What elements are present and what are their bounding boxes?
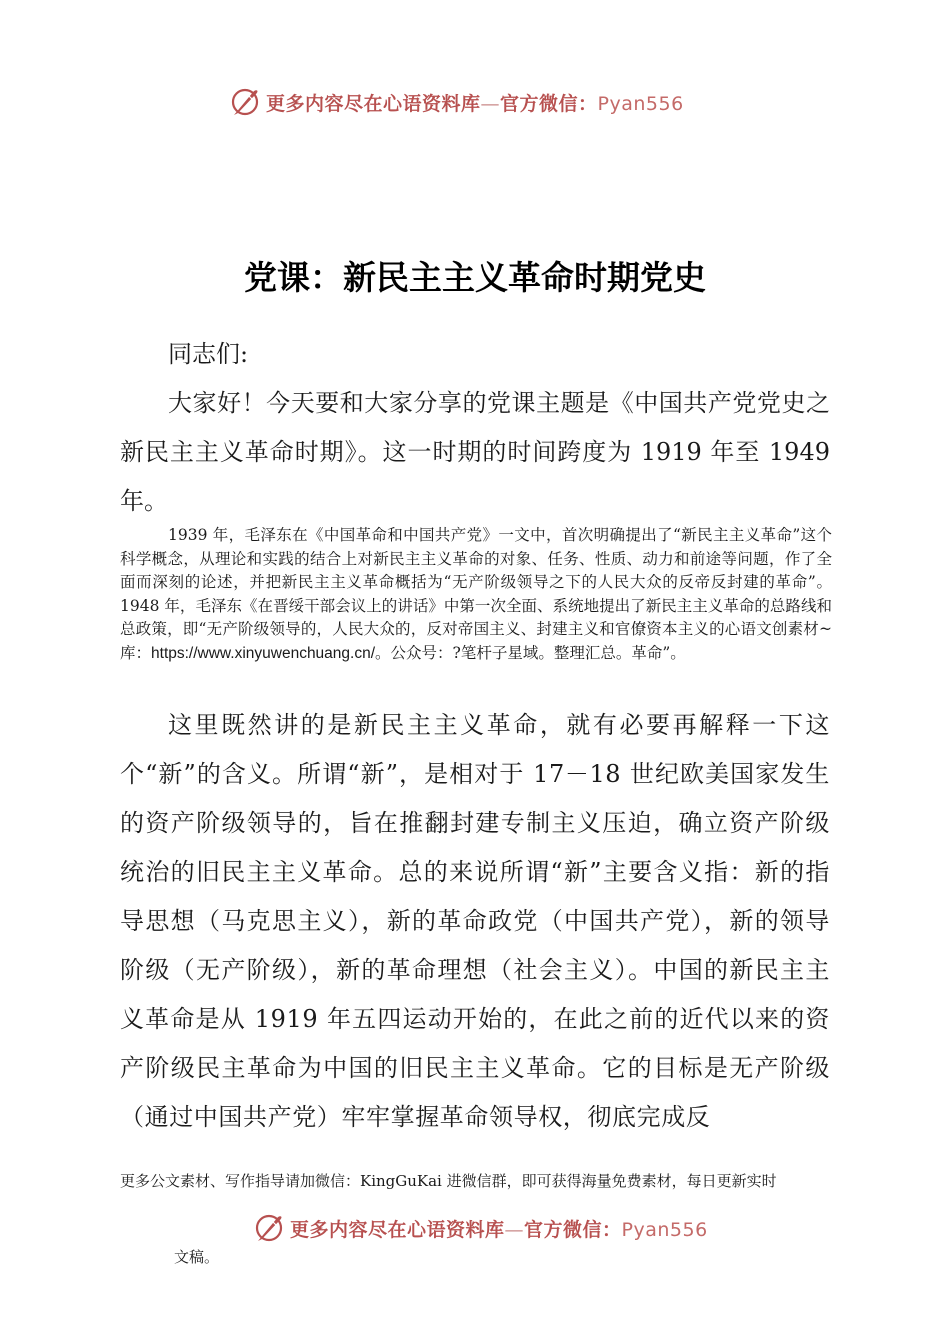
greeting: 同志们: xyxy=(168,340,249,368)
page-title: 党课：新民主主义革命时期党史 xyxy=(244,258,706,297)
source-url: https://www.xinyuwenchuang.cn/ xyxy=(151,644,376,662)
banner-text: 更多内容尽在心语资料库—官方微信：Pyan556 xyxy=(266,92,684,115)
footer-tail: 文稿。 xyxy=(174,1248,220,1266)
quill-logo-icon xyxy=(228,85,262,119)
quill-logo-icon xyxy=(252,1211,286,1245)
intro-paragraph: 大家好！今天要和大家分享的党课主题是《中国共产党党史之新民主主义革命时期》。这一时期的时间跨度为 1919 年至 1949 年。 xyxy=(120,389,830,515)
watermark-banner-top xyxy=(0,82,950,122)
new-meaning-paragraph: 这里既然讲的是新民主主义革命，就有必要再解释一下这个“新”的含义。所谓“新”，是相对于 17－18 世纪欧美国家发生的资产阶级领导的，旨在推翻封建专制主义压迫，确立资产阶级统治的旧民主主义革命。总的来说所谓“新”主要含义指：新的指导思想（马克思主义），新的革命政党（中国共产党），新的领导阶级（无产阶级），新的革命理想（社会主义）。中国的新民主主义革命是从 1919 年五四运动开始的，在此之前的近代以来的资产阶级民主革命为中国的旧民主主义革命。它的目标是无产阶级（通过中国共产党）牢牢掌握革命领导权，彻底完成反 xyxy=(120,711,830,1131)
watermark-banner-bottom xyxy=(0,1208,950,1248)
footer-line: 更多公文素材、写作指导请加微信：KingGuKai 进微信群，即可获得海量免费素材，每日更新实时 xyxy=(120,1172,777,1190)
banner-text: 更多内容尽在心语资料库—官方微信：Pyan556 xyxy=(290,1218,708,1241)
quote-paragraph: 1939 年，毛泽东在《中国革命和中国共产党》一文中，首次明确提出了“新民主主义革命”这个科学概念，从理论和实践的结合上对新民主主义革命的对象、任务、性质、动力和前途等问题，作了全面而深刻的论述，并把新民主主义革命概括为“无产阶级领导之下的人民大众的反帝反封建的革命”。1948 年，毛泽东《在晋绥干部会议上的讲话》中第一次全面、系统地提出了新民主主义革命的总路线和总政策，即“无产阶级领导的，人民大众的，反对帝国主义、封建主义和官僚资本主义的心语文创素材~库：https://www.xinyuwenchuang.cn/。公众号：?笔杆子星域。整理汇总。革命”。 xyxy=(120,526,832,662)
